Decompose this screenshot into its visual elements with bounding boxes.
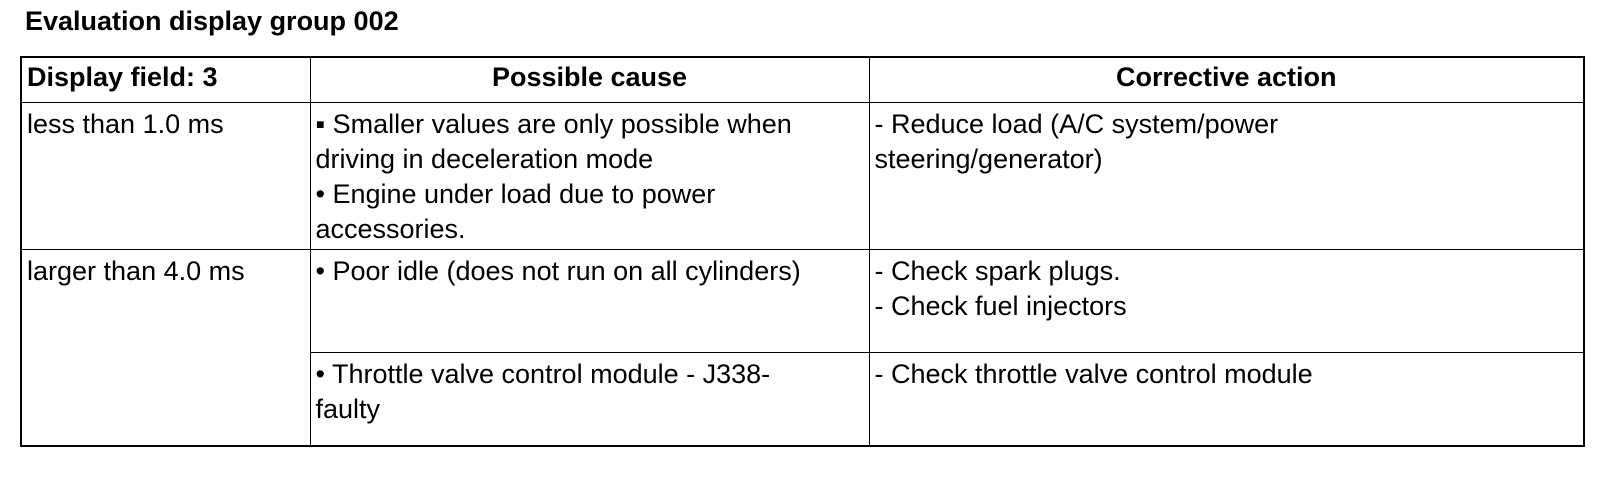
- cause-cell: [310, 103, 869, 250]
- table-row: [21, 250, 1584, 353]
- action-line: - Check spark plugs.: [874, 256, 1121, 286]
- header-display-field: Display field: 3: [21, 57, 310, 103]
- action-line: - Check fuel injectors: [874, 291, 1127, 321]
- action-cell: [869, 353, 1584, 447]
- cause-cell: [310, 250, 869, 353]
- cause-line: ▪ Smaller values are only possible when: [315, 109, 792, 139]
- action-line: steering/generator): [874, 144, 1103, 174]
- action-cell: [869, 250, 1584, 353]
- cause-line: • Poor idle (does not run on all cylinders): [315, 256, 801, 286]
- cause-line: driving in deceleration mode: [315, 144, 654, 174]
- action-cell: [869, 103, 1584, 250]
- cause-line: accessories.: [315, 214, 466, 244]
- header-possible-cause: Possible cause: [310, 57, 869, 103]
- action-line: - Check throttle valve control module: [874, 359, 1313, 389]
- table-header-row: [21, 57, 1584, 103]
- cause-line: • Throttle valve control module - J338-: [315, 359, 771, 389]
- cause-cell: [310, 353, 869, 447]
- action-line: - Reduce load (A/C system/power: [874, 109, 1279, 139]
- header-corrective-action: Corrective action: [869, 57, 1584, 103]
- evaluation-table: [20, 56, 1585, 447]
- condition-cell: less than 1.0 ms: [21, 103, 310, 250]
- cause-line: faulty: [315, 394, 381, 424]
- table-row: [21, 103, 1584, 250]
- page-title: Evaluation display group 002: [25, 6, 399, 36]
- cause-line: • Engine under load due to power: [315, 179, 716, 209]
- condition-cell: larger than 4.0 ms: [21, 250, 310, 447]
